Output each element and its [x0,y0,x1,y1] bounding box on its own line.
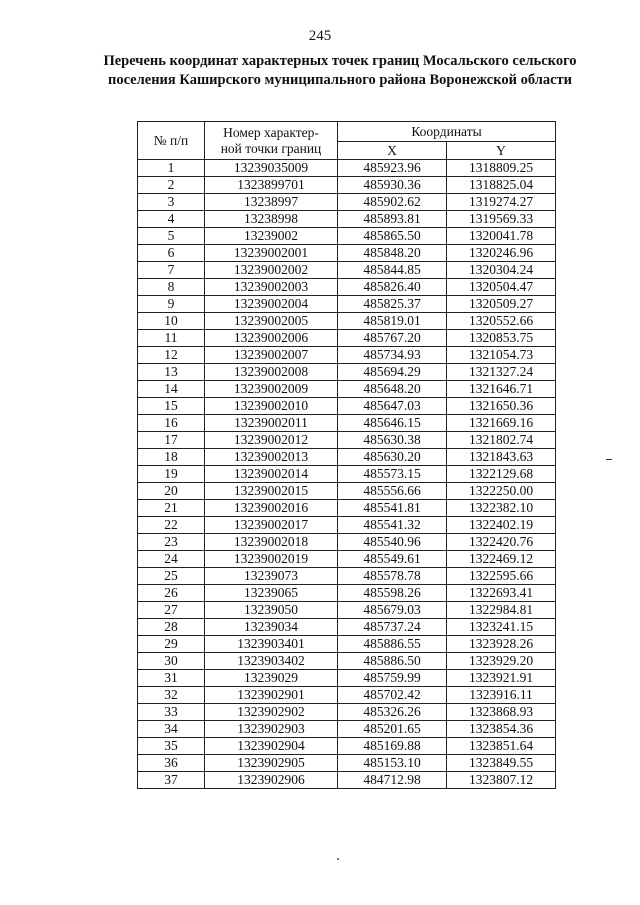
cell-number: 11 [138,330,205,347]
cell-x: 484712.98 [338,772,447,789]
cell-point-id: 13239002018 [205,534,338,551]
cell-x: 485886.55 [338,636,447,653]
cell-point-id: 13239034 [205,619,338,636]
table-row [138,279,556,296]
cell-point-id: 13239002006 [205,330,338,347]
cell-x: 485737.24 [338,619,447,636]
cell-x: 485679.03 [338,602,447,619]
cell-y: 1318825.04 [447,177,556,194]
cell-x: 485759.99 [338,670,447,687]
document-title: Перечень координат характерных точек границ Мосальского сельского поселения Каширского муниципального района Воронежской области [103,53,577,88]
cell-point-id: 13238998 [205,211,338,228]
table-row [138,704,556,721]
cell-x: 485598.26 [338,585,447,602]
table-row [138,330,556,347]
cell-point-id: 1323899701 [205,177,338,194]
cell-point-id: 13239073 [205,568,338,585]
cell-point-id: 13239002003 [205,279,338,296]
cell-point-id: 1323902902 [205,704,338,721]
cell-point-id: 1323903401 [205,636,338,653]
table-row [138,245,556,262]
cell-number: 9 [138,296,205,313]
cell-x: 485541.81 [338,500,447,517]
header-number: № п/п [138,122,205,160]
table-row [138,211,556,228]
table-row [138,619,556,636]
table-row [138,738,556,755]
cell-point-id: 1323902903 [205,721,338,738]
table-row [138,534,556,551]
cell-number: 15 [138,398,205,415]
cell-point-id: 13239002016 [205,500,338,517]
table-row [138,415,556,432]
cell-point-id: 13239002002 [205,262,338,279]
cell-point-id: 13239002017 [205,517,338,534]
table-row [138,568,556,585]
cell-number: 28 [138,619,205,636]
header-point-number [205,122,338,160]
cell-point-id: 13238997 [205,194,338,211]
table-row [138,262,556,279]
cell-x: 485902.62 [338,194,447,211]
cell-number: 24 [138,551,205,568]
cell-point-id: 13239065 [205,585,338,602]
cell-y: 1321843.63 [447,449,556,466]
cell-y: 1323916.11 [447,687,556,704]
cell-number: 27 [138,602,205,619]
cell-y: 1320041.78 [447,228,556,245]
cell-x: 485826.40 [338,279,447,296]
cell-number: 32 [138,687,205,704]
cell-point-id: 1323903402 [205,653,338,670]
cell-y: 1319274.27 [447,194,556,211]
cell-number: 10 [138,313,205,330]
cell-x: 485556.66 [338,483,447,500]
cell-number: 21 [138,500,205,517]
cell-point-id: 13239029 [205,670,338,687]
cell-number: 12 [138,347,205,364]
cell-x: 485647.03 [338,398,447,415]
cell-y: 1322469.12 [447,551,556,568]
cell-number: 4 [138,211,205,228]
cell-number: 6 [138,245,205,262]
coordinates-table [137,121,556,789]
table-row [138,296,556,313]
cell-point-id: 13239002009 [205,381,338,398]
cell-x: 485648.20 [338,381,447,398]
cell-point-id: 13239002001 [205,245,338,262]
table-row [138,721,556,738]
cell-number: 16 [138,415,205,432]
cell-y: 1323851.64 [447,738,556,755]
table-row [138,449,556,466]
table-row [138,670,556,687]
table-row [138,347,556,364]
cell-y: 1320246.96 [447,245,556,262]
cell-number: 7 [138,262,205,279]
cell-number: 25 [138,568,205,585]
cell-number: 14 [138,381,205,398]
table-row [138,636,556,653]
cell-point-id: 13239002012 [205,432,338,449]
cell-x: 485734.93 [338,347,447,364]
cell-number: 20 [138,483,205,500]
cell-x: 485153.10 [338,755,447,772]
cell-y: 1323929.20 [447,653,556,670]
page-number: 245 [308,28,332,44]
cell-number: 2 [138,177,205,194]
cell-y: 1322693.41 [447,585,556,602]
cell-x: 485825.37 [338,296,447,313]
cell-x: 485646.15 [338,415,447,432]
table-row [138,585,556,602]
cell-point-id: 13239002019 [205,551,338,568]
cell-point-id: 13239002008 [205,364,338,381]
cell-point-id: 13239050 [205,602,338,619]
cell-y: 1322402.19 [447,517,556,534]
table-row [138,500,556,517]
scan-dot [337,858,339,860]
cell-point-id: 13239002010 [205,398,338,415]
header-point-line1: Номер характер- [223,124,319,140]
table-row [138,364,556,381]
table-row [138,313,556,330]
cell-point-id: 13239002005 [205,313,338,330]
cell-number: 8 [138,279,205,296]
cell-point-id: 13239002004 [205,296,338,313]
cell-number: 30 [138,653,205,670]
cell-x: 485169.88 [338,738,447,755]
cell-y: 1319569.33 [447,211,556,228]
table-row [138,466,556,483]
cell-y: 1323849.55 [447,755,556,772]
cell-number: 37 [138,772,205,789]
cell-y: 1322595.66 [447,568,556,585]
table-row [138,687,556,704]
margin-mark [606,459,612,460]
cell-x: 485541.32 [338,517,447,534]
cell-x: 485844.85 [338,262,447,279]
cell-point-id: 13239035009 [205,160,338,177]
cell-y: 1322382.10 [447,500,556,517]
cell-point-id: 1323902901 [205,687,338,704]
cell-number: 34 [138,721,205,738]
cell-x: 485893.81 [338,211,447,228]
cell-number: 26 [138,585,205,602]
cell-point-id: 1323902906 [205,772,338,789]
cell-y: 1320552.66 [447,313,556,330]
cell-y: 1321327.24 [447,364,556,381]
cell-y: 1323868.93 [447,704,556,721]
cell-y: 1322984.81 [447,602,556,619]
cell-x: 485201.65 [338,721,447,738]
table-row [138,177,556,194]
table-row [138,755,556,772]
cell-point-id: 1323902904 [205,738,338,755]
cell-y: 1320509.27 [447,296,556,313]
cell-y: 1322250.00 [447,483,556,500]
cell-number: 36 [138,755,205,772]
cell-y: 1322129.68 [447,466,556,483]
table-row [138,398,556,415]
cell-y: 1320504.47 [447,279,556,296]
cell-point-id: 13239002014 [205,466,338,483]
table-row [138,483,556,500]
cell-x: 485630.20 [338,449,447,466]
cell-y: 1323241.15 [447,619,556,636]
cell-y: 1321646.71 [447,381,556,398]
cell-number: 22 [138,517,205,534]
cell-number: 1 [138,160,205,177]
cell-x: 485326.26 [338,704,447,721]
cell-y: 1323854.36 [447,721,556,738]
cell-x: 485767.20 [338,330,447,347]
cell-x: 485540.96 [338,534,447,551]
cell-y: 1323921.91 [447,670,556,687]
cell-y: 1323928.26 [447,636,556,653]
cell-y: 1320304.24 [447,262,556,279]
cell-y: 1321669.16 [447,415,556,432]
cell-number: 19 [138,466,205,483]
header-y: Y [447,142,556,160]
cell-x: 485886.50 [338,653,447,670]
table-row [138,517,556,534]
cell-number: 23 [138,534,205,551]
cell-number: 5 [138,228,205,245]
cell-y: 1322420.76 [447,534,556,551]
header-x: X [338,142,447,160]
cell-y: 1321650.36 [447,398,556,415]
table-row [138,432,556,449]
cell-x: 485573.15 [338,466,447,483]
cell-y: 1321802.74 [447,432,556,449]
header-coordinates: Координаты [338,122,556,142]
cell-x: 485549.61 [338,551,447,568]
cell-point-id: 13239002013 [205,449,338,466]
cell-x: 485702.42 [338,687,447,704]
table-row [138,381,556,398]
table-row [138,551,556,568]
cell-number: 29 [138,636,205,653]
cell-point-id: 13239002 [205,228,338,245]
cell-point-id: 1323902905 [205,755,338,772]
cell-x: 485819.01 [338,313,447,330]
cell-x: 485578.78 [338,568,447,585]
cell-x: 485848.20 [338,245,447,262]
table-row [138,160,556,177]
cell-point-id: 13239002007 [205,347,338,364]
cell-x: 485930.36 [338,177,447,194]
cell-x: 485865.50 [338,228,447,245]
cell-number: 3 [138,194,205,211]
cell-y: 1321054.73 [447,347,556,364]
header-point-line2: ной точки границ [220,140,322,156]
table-row [138,228,556,245]
table-row [138,772,556,789]
cell-number: 33 [138,704,205,721]
cell-number: 13 [138,364,205,381]
cell-y: 1323807.12 [447,772,556,789]
cell-x: 485694.29 [338,364,447,381]
table-row [138,194,556,211]
table-row [138,653,556,670]
cell-number: 35 [138,738,205,755]
cell-number: 17 [138,432,205,449]
cell-point-id: 13239002011 [205,415,338,432]
cell-point-id: 13239002015 [205,483,338,500]
table-row [138,602,556,619]
table-body [138,160,556,789]
cell-number: 18 [138,449,205,466]
cell-x: 485630.38 [338,432,447,449]
cell-number: 31 [138,670,205,687]
cell-y: 1318809.25 [447,160,556,177]
cell-x: 485923.96 [338,160,447,177]
cell-y: 1320853.75 [447,330,556,347]
